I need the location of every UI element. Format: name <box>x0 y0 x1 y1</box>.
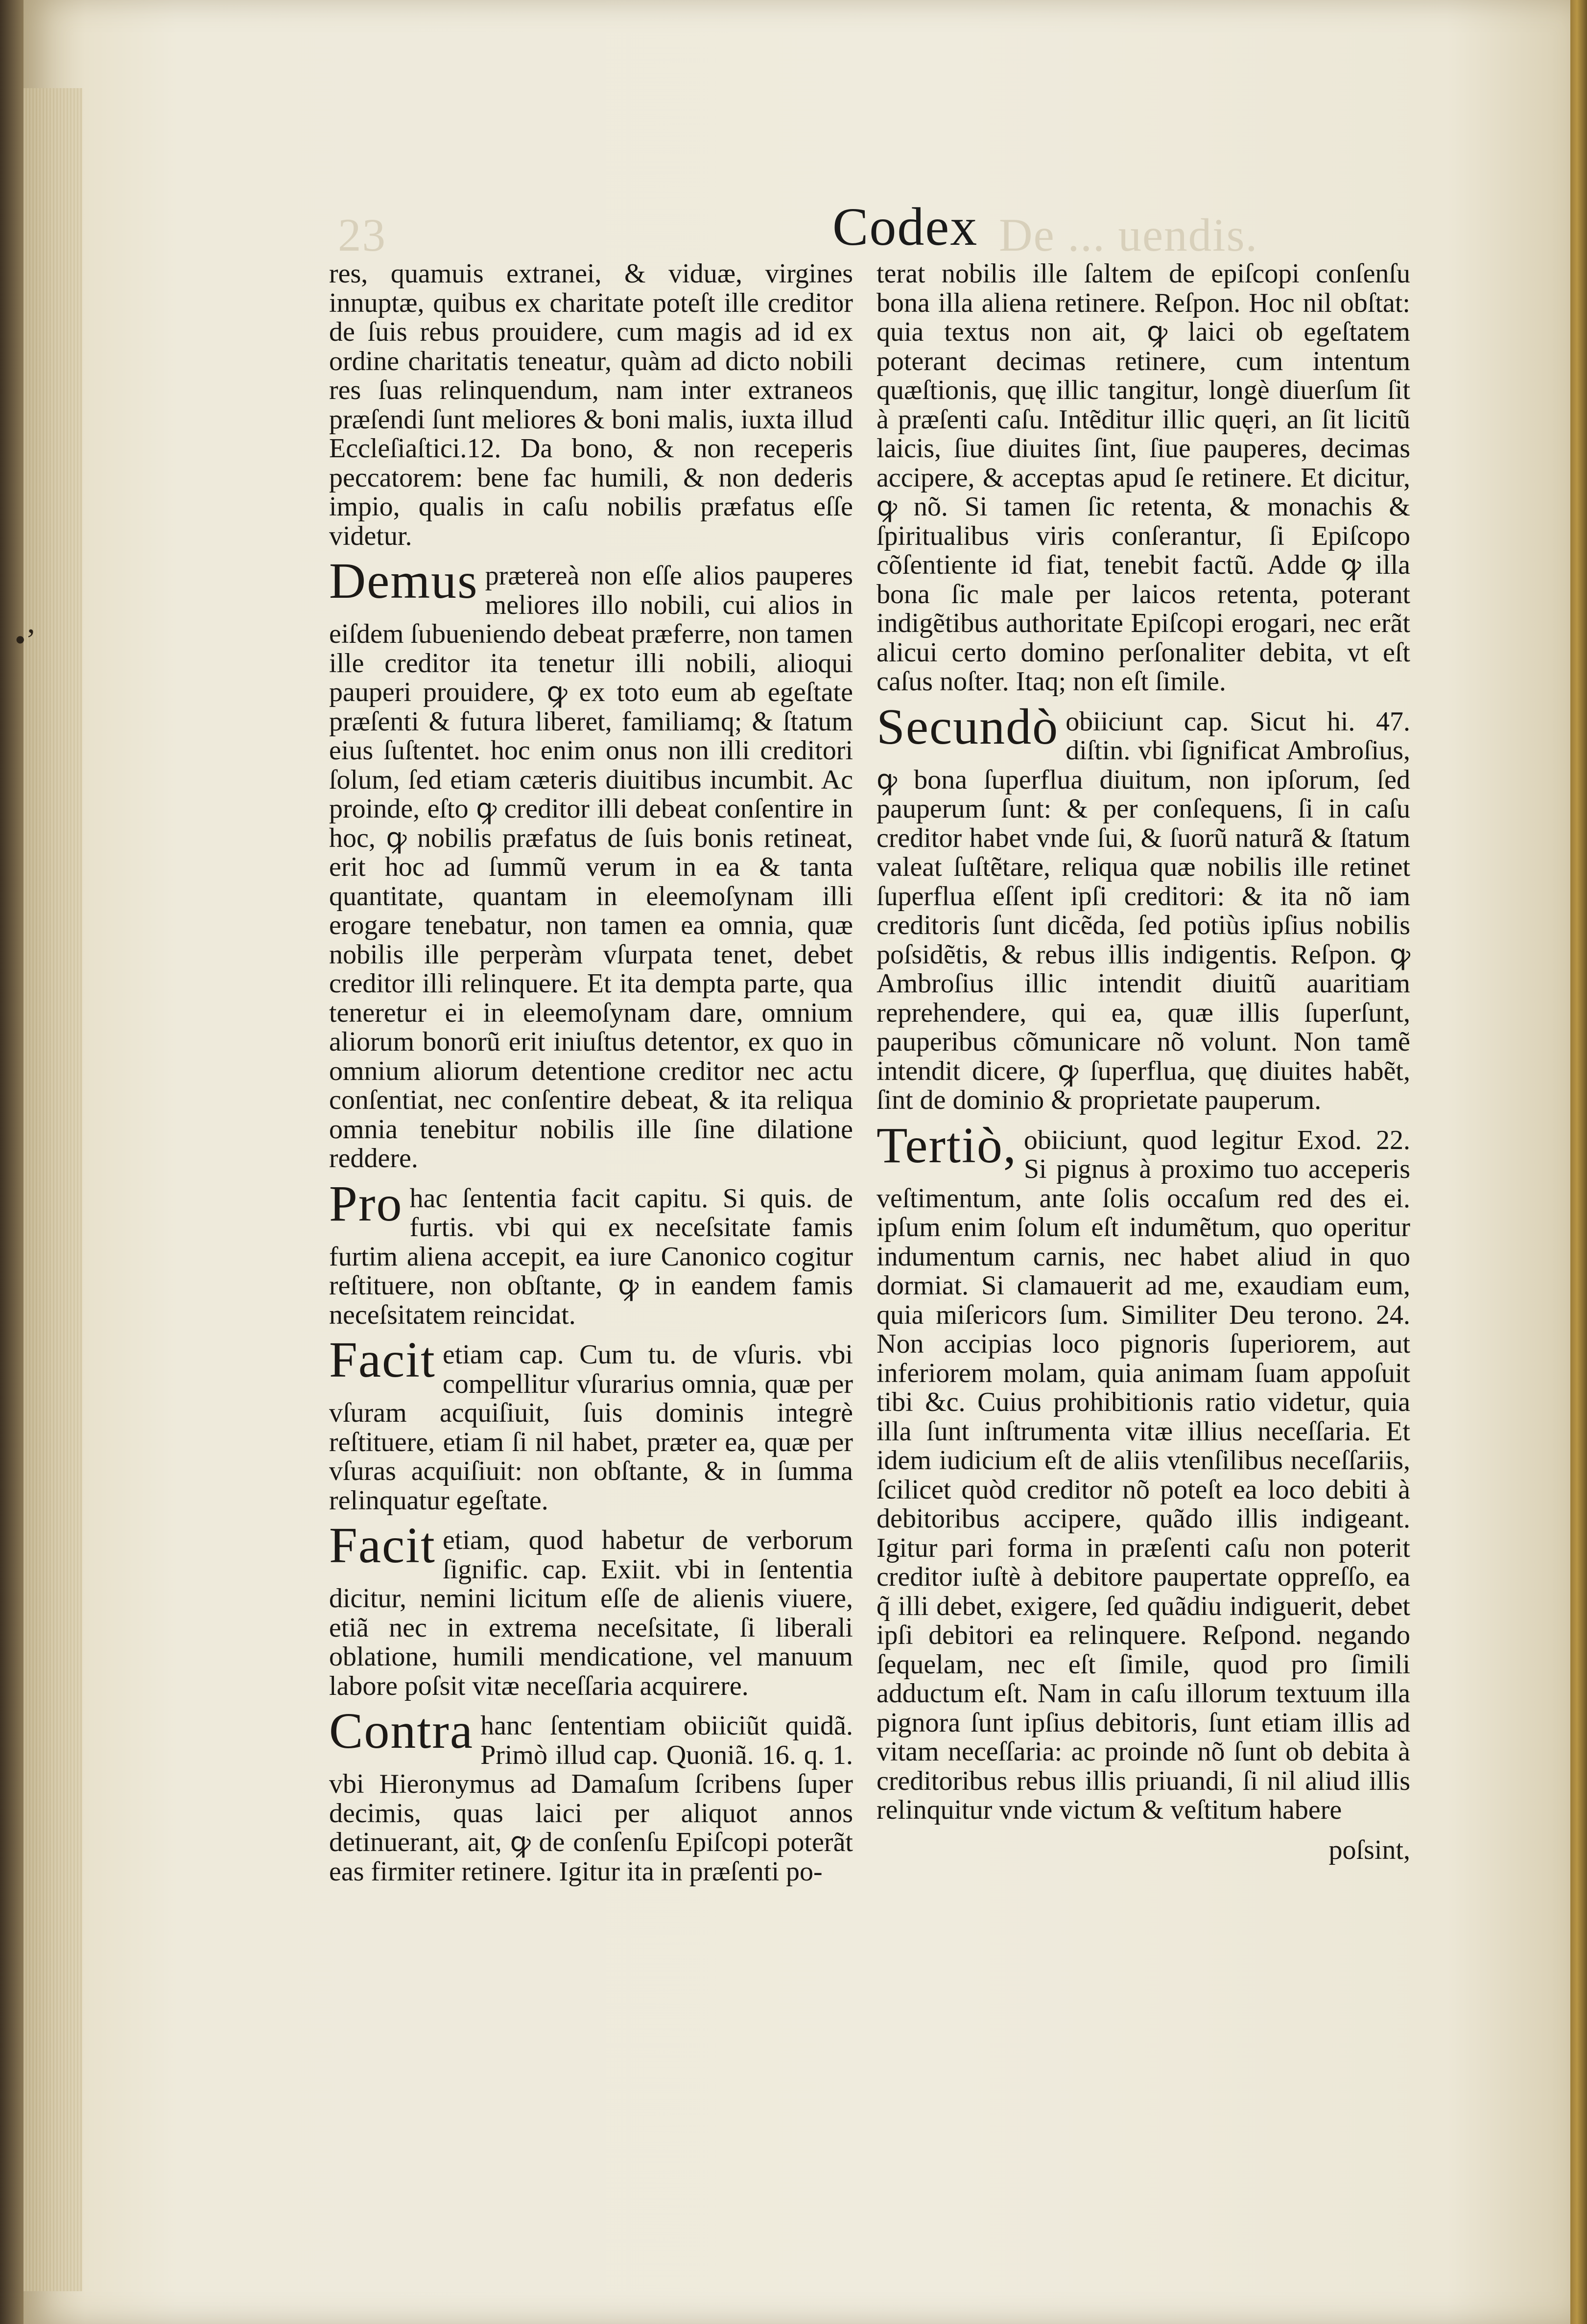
paragraph: terat nobilis ille ſaltem de epiſcopi conſenſu bona illa aliena retinere. Reſpon. Hoc nil obſtat: quia textus non ait, ꝙ laici ob egeſtatem poterant decimas retinere, cum intentum quæſtionis, quę illic tangitur, longè diuerſum ſit à præſenti caſu. Intẽditur illic quęri, an ſit licitũ laicis, ſiue diuites ſint, ſiue pauperes, decimas accipere, & acceptas apud ſe retinere. Et dicitur, ꝙ nõ. Si tamen ſic retenta, & monachis & ſpiritualibus viris conſerantur, ſi Epiſcopo cõſentiente id fiat, tenebit factũ. Adde ꝙ illa bona ſic male per laicos retenta, poterant indigẽtibus authoritate Epiſcopi erogari, nec erãt alicui certo domino perſonaliter debita, vt eſt caſus noſter. Itaq; non eſt ſimile. <box>876 258 1410 697</box>
paragraph <box>329 1175 853 1330</box>
catchword: poſsint, <box>1328 1834 1410 1865</box>
paragraph-text: obiiciunt cap. Sicut hi. 47. diſtin. vbi ſignificat Ambroſius, ꝙ bona ſuperflua diuitum, non ipſorum, ſed pauperum ſunt: & per conſequens, ſi in caſu creditor habet vnde ſui, & ſuorũ naturã & ſtatum valeat ſuſtẽtare, reliqua quæ nobilis ille retinet ſuperflua eſſent ipſi creditori: & ita nõ iam creditoris ſunt dicẽda, ſed potiùs ipſius nobilis poſsidẽtis, & rebus illis indigentis. Reſpon. ꝙ Ambroſius illic intendit diuitũ auaritiam reprehendere, qui ea, quæ illis ſuperſunt, pauperibus cõmunicare nõ volunt. Non tamẽ intendit dicere, ꝙ ſuperflua, quę diuites habẽt, ſint de dominio & proprietate pauperum. <box>876 706 1410 1115</box>
show-through-heading-left: 23 <box>338 209 386 261</box>
paragraph-lead-word: Tertiò, <box>876 1117 1017 1174</box>
paragraph-lead-word: Pro <box>329 1175 403 1232</box>
show-through-heading-right: De ... uendis. <box>999 209 1258 261</box>
paragraph-lead-word: Facit <box>329 1517 436 1573</box>
paragraph-text: hanc ſententiam obiiciũt quidã. Primò illud cap. Quoniã. 16. q. 1. vbi Hieronymus ad Damaſum ſcribens ſuper decimis, quas laici per aliquot annos detinuerant, ait, ꝙ de conſenſu Epiſcopi poterãt eas firmiter retinere. Igitur ita in præſenti po- <box>329 1711 853 1887</box>
paragraph-text: obiiciunt, quod legitur Exod. 22. Si pignus à proximo tuo acceperis veſtimentum, ante ſolis occaſum red des ei. ipſum enim ſolum eſt indumẽtum, quo operitur indumentum carnis, nec habet aliud in quo dormiat. Si clamauerit ad me, exaudiam eum, quia miſericors ſum. Similiter Deu terono. 24. Non accipias loco pignoris ſuperiorem, aut inferiorem molam, quia animam ſuam appoſuit tibi &c. Cuius prohibitionis ratio videtur, quia illa ſunt inſtrumenta vitæ illius neceſſaria. Et idem iudicium eſt de aliis vtenſilibus neceſſariis, ſcilicet quòd creditor nõ poteſt ea loco debiti à debitoribus accipere, quãdo illis indigeant. Igitur pari forma in præſenti caſu non poterit creditor iuſtè à debitore paupertate oppreſſo, ea q̃ illi debet, exigere, ſed quãdiu indiguerit, debet ipſi debitori ea relinquere. Reſpond. negando ſequelam, nec eſt ſimile, quod pro ſimili adductum eſt. Nam in caſu illorum textuum illa pignora ſunt ipſius debitoris, ſunt etiam illis ad vitam neceſſaria: ac proinde nõ ſunt ob debita à creditoribus rebus illis priuandi, ſi nil aliud illis relinquitur vnde victum & veſtitum habere <box>876 1125 1410 1825</box>
paragraph <box>329 1517 853 1701</box>
paragraph-lead-word: Secundò <box>876 698 1059 755</box>
paragraph <box>329 553 853 1174</box>
paragraph-text: prætereà non eſſe alios pauperes meliores illo nobili, cui alios in eiſdem ſubueniendo debeat præferre, non tamen ille creditor ita tenetur illi nobili, alioqui pauperi prouidere, ꝙ ex toto eum ab egeſtate præſenti & futura liberet, familiamq; & ſtatum eius ſuſtentet. hoc enim onus non illi creditori ſolum, ſed etiam cæteris diuitibus incumbit. Ac proinde, eſto ꝙ creditor illi debeat conſentire in hoc, ꝙ nobilis præfatus de ſuis bonis retineat, erit hoc ad ſummũ verum in ea & tanta quantitate, quantam in eleemoſynam illi erogare tenebatur, non tamen ea omnia, quæ nobilis ille perperàm vſurpata tenet, debet creditor illi relinquere. Et ita dempta parte, qua teneretur ei in eleemoſynam dare, omnium aliorum bonorũ erit iniuſtus detentor, ex quo in omnium aliorum detentione creditor nec actu conſentiat, nec conſentire debeat, & ita reliqua omnia tenebitur nobilis ille ſine dilatione reddere. <box>329 561 853 1174</box>
margin-mark: •’ <box>15 622 36 657</box>
paragraph <box>329 1332 853 1516</box>
paragraph-text: etiam cap. Cum tu. de vſuris. vbi compellitur vſurarius omnia, quæ per vſuram acquiſiuit, ſuis dominis integrè reſtituere, etiam ſi nil habet, præter ea, quæ per vſuras acquiſiuit: non obſtante, & in ſumma relinquatur egeſtate. <box>329 1339 853 1516</box>
book-spine <box>0 0 24 2324</box>
paragraph-lead-word: Demus <box>329 553 478 609</box>
paragraph <box>876 1117 1410 1825</box>
paragraph-lead-word: Contra <box>329 1703 474 1759</box>
running-head: Codex <box>832 197 978 257</box>
paragraph <box>876 698 1410 1115</box>
page-leaf-edges <box>24 88 82 2291</box>
paragraph-lead-word: Facit <box>329 1332 436 1388</box>
paragraph <box>329 1703 853 1887</box>
paragraph-text: hac ſententia facit capitu. Si quis. de furtis. vbi qui ex neceſsitate famis furtim aliena accepit, ea iure Canonico cogitur reſtituere, non obſtante, ꝙ in eandem famis neceſsitatem reincidat. <box>329 1183 853 1330</box>
right-column <box>876 259 1410 1865</box>
gilt-page-edge <box>1570 0 1587 2324</box>
left-column <box>329 259 853 1886</box>
paragraph: res, quamuis extranei, & viduæ, virgines innuptæ, quibus ex charitate poteſt ille creditor de ſuis rebus prouidere, cum magis ad id ex ordine charitatis teneatur, quàm ad dicto nobili res ſuas relinquendum, nam inter extraneos præſendi ſunt meliores & boni malis, iuxta illud Eccleſiaſtici.12. Da bono, & non receperis peccatorem: bene fac humili, & non dederis impio, qualis in caſu nobilis præfatus eſſe videtur. <box>329 258 853 551</box>
paragraph-text: etiam, quod habetur de verborum ſignific. cap. Exiit. vbi in ſententia dicitur, nemini licitum eſſe de alienis viuere, etiã nec in extrema neceſsitate, ſi liberali oblatione, humili mendicatione, vel manuum labore poſsit vitæ neceſſaria acquirere. <box>329 1525 853 1701</box>
